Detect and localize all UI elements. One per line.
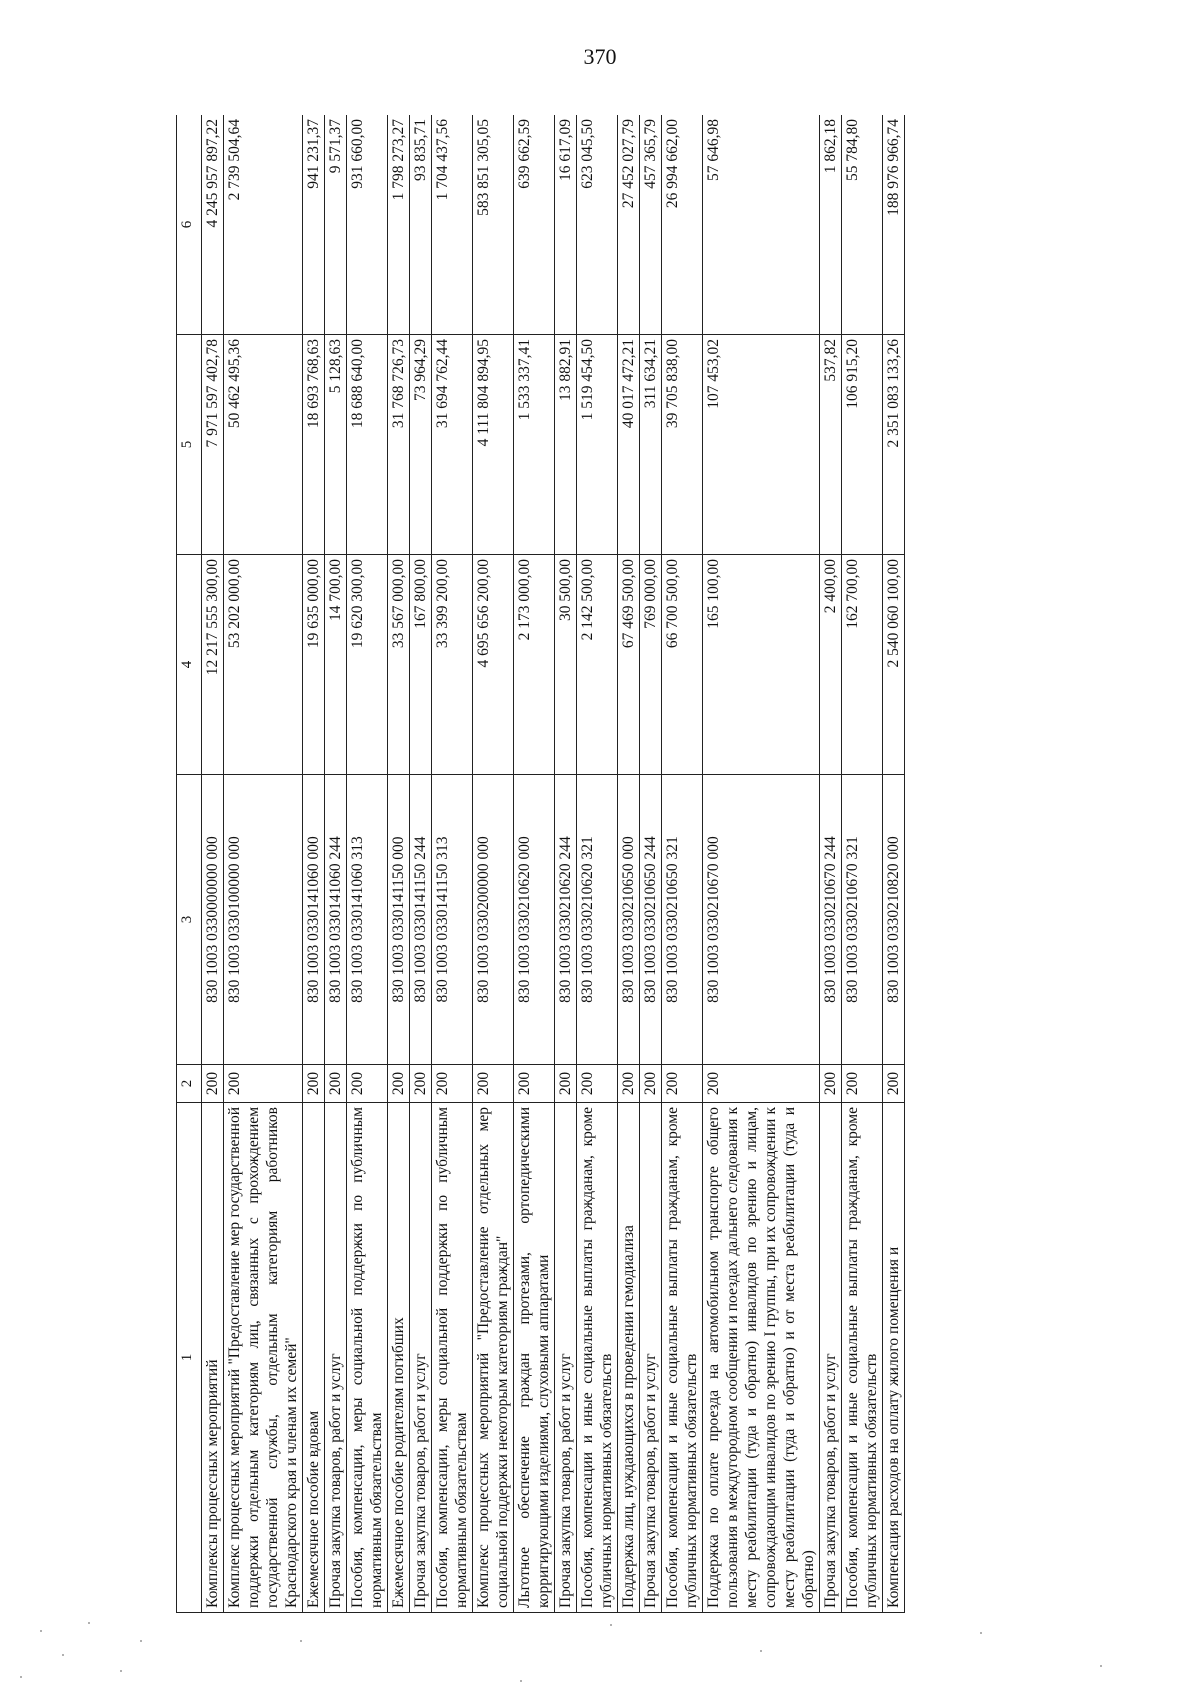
scan-speck xyxy=(120,1670,122,1672)
row-name-cell: Прочая закупка товаров, работ и услуг xyxy=(820,1103,842,1613)
row-kbk-cell: 830 1003 0330210620 244 xyxy=(555,775,577,1065)
row-code-cell: 200 xyxy=(842,1065,883,1103)
page-number: 370 xyxy=(583,44,617,69)
row-name-cell: Прочая закупка товаров, работ и услуг xyxy=(325,1103,347,1613)
row-fact-cell: 5 128,63 xyxy=(325,335,347,555)
row-rest-cell: 457 365,79 xyxy=(640,115,662,335)
table-row xyxy=(883,115,905,1613)
row-name-cell: Прочая закупка товаров, работ и услуг xyxy=(555,1103,577,1613)
table-row xyxy=(514,115,555,1613)
scan-speck xyxy=(62,1654,64,1656)
row-rest-cell: 93 835,71 xyxy=(410,115,432,335)
row-plan-cell: 66 700 500,00 xyxy=(662,555,703,775)
scan-speck xyxy=(760,1650,762,1652)
row-fact-cell: 107 453,02 xyxy=(703,335,820,555)
row-rest-cell: 16 617,09 xyxy=(555,115,577,335)
scan-speck xyxy=(1100,1665,1102,1667)
rotated-table-area xyxy=(176,115,1135,1613)
row-rest-cell: 1 862,18 xyxy=(820,115,842,335)
row-name-cell: Пособия, компенсации и иные социальные выплаты гражданам, кроме публичных нормативных обязательств xyxy=(842,1103,883,1613)
row-kbk-cell: 830 1003 0330210670 000 xyxy=(703,775,820,1065)
row-kbk-cell: 830 1003 0330200000 000 xyxy=(473,775,514,1065)
row-kbk-cell: 830 1003 0330210670 321 xyxy=(842,775,883,1065)
row-name-cell: Поддержка лиц, нуждающихся в проведении гемодиализа xyxy=(618,1103,640,1613)
row-rest-cell: 931 660,00 xyxy=(347,115,388,335)
table-row xyxy=(703,115,820,1613)
row-kbk-cell: 830 1003 0330100000 000 xyxy=(224,775,303,1065)
table-header-row xyxy=(177,115,202,1613)
row-kbk-cell: 830 1003 0330141150 313 xyxy=(432,775,473,1065)
row-plan-cell: 769 000,00 xyxy=(640,555,662,775)
row-plan-cell: 14 700,00 xyxy=(325,555,347,775)
row-rest-cell: 4 245 957 897,22 xyxy=(202,115,224,335)
table-row xyxy=(303,115,325,1613)
row-code-cell: 200 xyxy=(820,1065,842,1103)
column-header: 5 xyxy=(177,335,202,555)
row-code-cell: 200 xyxy=(410,1065,432,1103)
row-rest-cell: 188 976 966,74 xyxy=(883,115,905,335)
row-fact-cell: 7 971 597 402,78 xyxy=(202,335,224,555)
table-row xyxy=(224,115,303,1613)
row-plan-cell: 19 620 300,00 xyxy=(347,555,388,775)
row-code-cell: 200 xyxy=(618,1065,640,1103)
row-name-cell: Компенсация расходов на оплату жилого помещения и xyxy=(883,1103,905,1613)
column-header: 1 xyxy=(177,1103,202,1613)
scan-speck xyxy=(300,1640,302,1642)
row-code-cell: 200 xyxy=(347,1065,388,1103)
row-code-cell: 200 xyxy=(662,1065,703,1103)
row-fact-cell: 537,82 xyxy=(820,335,842,555)
row-kbk-cell: 830 1003 0330210650 244 xyxy=(640,775,662,1065)
row-plan-cell: 165 100,00 xyxy=(703,555,820,775)
row-rest-cell: 26 994 662,00 xyxy=(662,115,703,335)
table-row xyxy=(388,115,410,1613)
column-header: 3 xyxy=(177,775,202,1065)
table-row xyxy=(325,115,347,1613)
scan-speck xyxy=(520,1680,522,1682)
row-rest-cell: 57 646,98 xyxy=(703,115,820,335)
table-row xyxy=(555,115,577,1613)
row-rest-cell: 1 704 437,56 xyxy=(432,115,473,335)
row-name-cell: Пособия, компенсации и иные социальные выплаты гражданам, кроме публичных нормативных обязательств xyxy=(577,1103,618,1613)
row-name-cell: Пособия, компенсации, меры социальной поддержки по публичным нормативным обязательствам xyxy=(432,1103,473,1613)
row-kbk-cell: 830 1003 0330141060 000 xyxy=(303,775,325,1065)
row-fact-cell: 1 519 454,50 xyxy=(577,335,618,555)
row-fact-cell: 39 705 838,00 xyxy=(662,335,703,555)
scan-speck xyxy=(140,1640,142,1642)
row-fact-cell: 18 693 768,63 xyxy=(303,335,325,555)
row-code-cell: 200 xyxy=(883,1065,905,1103)
table-row xyxy=(432,115,473,1613)
row-name-cell: Ежемесячное пособие вдовам xyxy=(303,1103,325,1613)
row-fact-cell: 13 882,91 xyxy=(555,335,577,555)
row-plan-cell: 4 695 656 200,00 xyxy=(473,555,514,775)
row-name-cell: Льготное обеспечение граждан протезами, ортопедическими корригирующими изделиями, слуховыми аппаратами xyxy=(514,1103,555,1613)
row-fact-cell: 1 533 337,41 xyxy=(514,335,555,555)
row-code-cell: 200 xyxy=(640,1065,662,1103)
row-name-cell: Поддержка по оплате проезда на автомобильном транспорте общего пользования в междугородном сообщении и поездах дальнего следования к месту реабилитации (туда и обратно) инвалидов по зрению и лицам, сопровождающим инвалидов по зрению I группы, при их сопровождении к месту реабилитации (туда и обратно) и от места реабилитации (туда и обратно) xyxy=(703,1103,820,1613)
row-fact-cell: 106 915,20 xyxy=(842,335,883,555)
row-fact-cell: 40 017 472,21 xyxy=(618,335,640,555)
budget-table xyxy=(176,115,905,1613)
row-plan-cell: 2 142 500,00 xyxy=(577,555,618,775)
row-plan-cell: 2 400,00 xyxy=(820,555,842,775)
row-kbk-cell: 830 1003 0330210620 321 xyxy=(577,775,618,1065)
row-code-cell: 200 xyxy=(703,1065,820,1103)
row-code-cell: 200 xyxy=(303,1065,325,1103)
table-row xyxy=(577,115,618,1613)
row-plan-cell: 33 567 000,00 xyxy=(388,555,410,775)
row-plan-cell: 2 540 060 100,00 xyxy=(883,555,905,775)
row-name-cell: Комплекс процессных мероприятий "Предоставление отдельных мер социальной поддержки некоторым категориям граждан" xyxy=(473,1103,514,1613)
row-fact-cell: 31 694 762,44 xyxy=(432,335,473,555)
row-name-cell: Ежемесячное пособие родителям погибших xyxy=(388,1103,410,1613)
row-plan-cell: 167 800,00 xyxy=(410,555,432,775)
row-rest-cell: 2 739 504,64 xyxy=(224,115,303,335)
column-header: 2 xyxy=(177,1065,202,1103)
row-fact-cell: 2 351 083 133,26 xyxy=(883,335,905,555)
row-code-cell: 200 xyxy=(325,1065,347,1103)
row-fact-cell: 50 462 495,36 xyxy=(224,335,303,555)
rotated-table-frame xyxy=(176,115,1135,1613)
row-rest-cell: 623 045,50 xyxy=(577,115,618,335)
table-body xyxy=(202,115,905,1613)
row-kbk-cell: 830 1003 0330141150 244 xyxy=(410,775,432,1065)
scan-speck xyxy=(610,1624,612,1626)
row-name-cell: Комплекс процессных мероприятий "Предоставление мер государственной поддержки отдельным категориям лиц, связанных с прохождением государственной службы, отдельным категориям работников Краснодарского края и членам их семей" xyxy=(224,1103,303,1613)
row-kbk-cell: 830 1003 0330210650 321 xyxy=(662,775,703,1065)
table-row xyxy=(640,115,662,1613)
row-fact-cell: 4 111 804 894,95 xyxy=(473,335,514,555)
row-rest-cell: 1 798 273,27 xyxy=(388,115,410,335)
row-kbk-cell: 830 1003 0330141060 244 xyxy=(325,775,347,1065)
row-rest-cell: 941 231,37 xyxy=(303,115,325,335)
row-name-cell: Прочая закупка товаров, работ и услуг xyxy=(640,1103,662,1613)
row-rest-cell: 9 571,37 xyxy=(325,115,347,335)
table-row xyxy=(820,115,842,1613)
row-plan-cell: 12 217 555 300,00 xyxy=(202,555,224,775)
row-fact-cell: 18 688 640,00 xyxy=(347,335,388,555)
row-plan-cell: 33 399 200,00 xyxy=(432,555,473,775)
row-rest-cell: 583 851 305,05 xyxy=(473,115,514,335)
row-plan-cell: 30 500,00 xyxy=(555,555,577,775)
row-code-cell: 200 xyxy=(224,1065,303,1103)
row-fact-cell: 73 964,29 xyxy=(410,335,432,555)
row-plan-cell: 53 202 000,00 xyxy=(224,555,303,775)
scan-noise xyxy=(0,1610,1200,1694)
row-name-cell: Комплексы процессных мероприятий xyxy=(202,1103,224,1613)
row-rest-cell: 27 452 027,79 xyxy=(618,115,640,335)
row-code-cell: 200 xyxy=(555,1065,577,1103)
table-row xyxy=(842,115,883,1613)
row-name-cell: Прочая закупка товаров, работ и услуг xyxy=(410,1103,432,1613)
row-kbk-cell: 830 1003 0330141150 000 xyxy=(388,775,410,1065)
row-kbk-cell: 830 1003 0330210670 244 xyxy=(820,775,842,1065)
row-plan-cell: 2 173 000,00 xyxy=(514,555,555,775)
table-row xyxy=(410,115,432,1613)
table-row xyxy=(473,115,514,1613)
scan-speck xyxy=(20,1676,22,1678)
row-plan-cell: 19 635 000,00 xyxy=(303,555,325,775)
table-row xyxy=(202,115,224,1613)
row-fact-cell: 311 634,21 xyxy=(640,335,662,555)
row-code-cell: 200 xyxy=(388,1065,410,1103)
scan-speck xyxy=(40,1630,42,1632)
column-header: 6 xyxy=(177,115,202,335)
row-kbk-cell: 830 1003 0330210620 000 xyxy=(514,775,555,1065)
table-row xyxy=(662,115,703,1613)
scan-speck xyxy=(980,1632,982,1634)
row-code-cell: 200 xyxy=(577,1065,618,1103)
row-kbk-cell: 830 1003 0330000000 000 xyxy=(202,775,224,1065)
row-fact-cell: 31 768 726,73 xyxy=(388,335,410,555)
row-code-cell: 200 xyxy=(202,1065,224,1103)
row-kbk-cell: 830 1003 0330141060 313 xyxy=(347,775,388,1065)
row-plan-cell: 162 700,00 xyxy=(842,555,883,775)
row-rest-cell: 639 662,59 xyxy=(514,115,555,335)
table-row xyxy=(618,115,640,1613)
column-header: 4 xyxy=(177,555,202,775)
row-name-cell: Пособия, компенсации и иные социальные выплаты гражданам, кроме публичных нормативных обязательств xyxy=(662,1103,703,1613)
row-kbk-cell: 830 1003 0330210650 000 xyxy=(618,775,640,1065)
row-code-cell: 200 xyxy=(514,1065,555,1103)
row-code-cell: 200 xyxy=(473,1065,514,1103)
row-plan-cell: 67 469 500,00 xyxy=(618,555,640,775)
row-name-cell: Пособия, компенсации, меры социальной поддержки по публичным нормативным обязательствам xyxy=(347,1103,388,1613)
row-kbk-cell: 830 1003 0330210820 000 xyxy=(883,775,905,1065)
table-row xyxy=(347,115,388,1613)
row-code-cell: 200 xyxy=(432,1065,473,1103)
row-rest-cell: 55 784,80 xyxy=(842,115,883,335)
scan-speck xyxy=(88,1622,90,1624)
